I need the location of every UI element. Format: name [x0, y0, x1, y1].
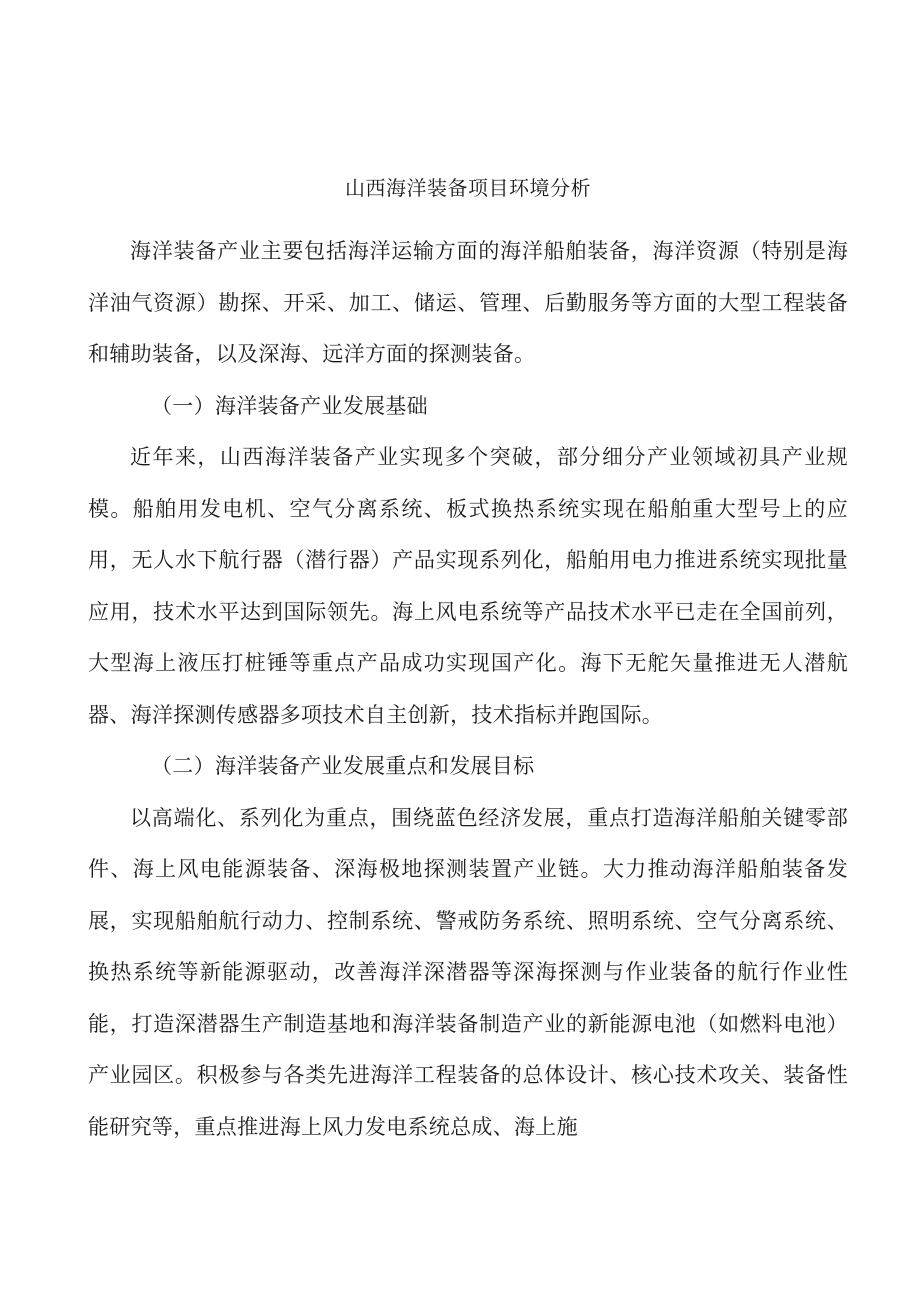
section-2-paragraph: 以高端化、系列化为重点，围绕蓝色经济发展，重点打造海洋船舶关键零部件、海上风电能源装备、深海极地探测装置产业链。大力推动海洋船舶装备发展，实现船舶航行动力、控制系统、警戒防务系统、照明系统、空气分离系统、换热系统等新能源驱动，改善海洋深潜器等深海探测与作业装备的航行作业性能，打造深潜器生产制造基地和海洋装备制造产业的新能源电池（如燃料电池）产业园区。积极参与各类先进海洋工程装备的总体设计、核心技术攻关、装备性能研究等，重点推进海上风力发电系统总成、海上施 [88, 805, 848, 1139]
section-2-heading: （二）海洋装备产业发展重点和发展目标 [151, 754, 535, 778]
section-1-heading: （一）海洋装备产业发展基础 [151, 393, 428, 418]
section-1-paragraph: 近年来，山西海洋装备产业实现多个突破，部分细分产业领域初具产业规模。船舶用发电机、空气分离系统、板式换热系统实现在船舶重大型号上的应用，无人水下航行器（潜行器）产品实现系列化，船舶用电力推进系统实现批量应用，技术水平达到国际领先。海上风电系统等产品技术水平已走在全国前列，大型海上液压打桩锤等重点产品成功实现国产化。海下无舵矢量推进无人潜航器、海洋探测传感器多项技术自主创新，技术指标并跑国际。 [88, 445, 848, 727]
document-title: 山西海洋装备项目环境分析 [345, 176, 591, 200]
intro-paragraph: 海洋装备产业主要包括海洋运输方面的海洋船舶装备，海洋资源（特别是海洋油气资源）勘探、开采、加工、储运、管理、后勤服务等方面的大型工程装备和辅助装备，以及深海、远洋方面的探测装备。 [88, 239, 848, 366]
document-body [88, 172, 848, 1153]
